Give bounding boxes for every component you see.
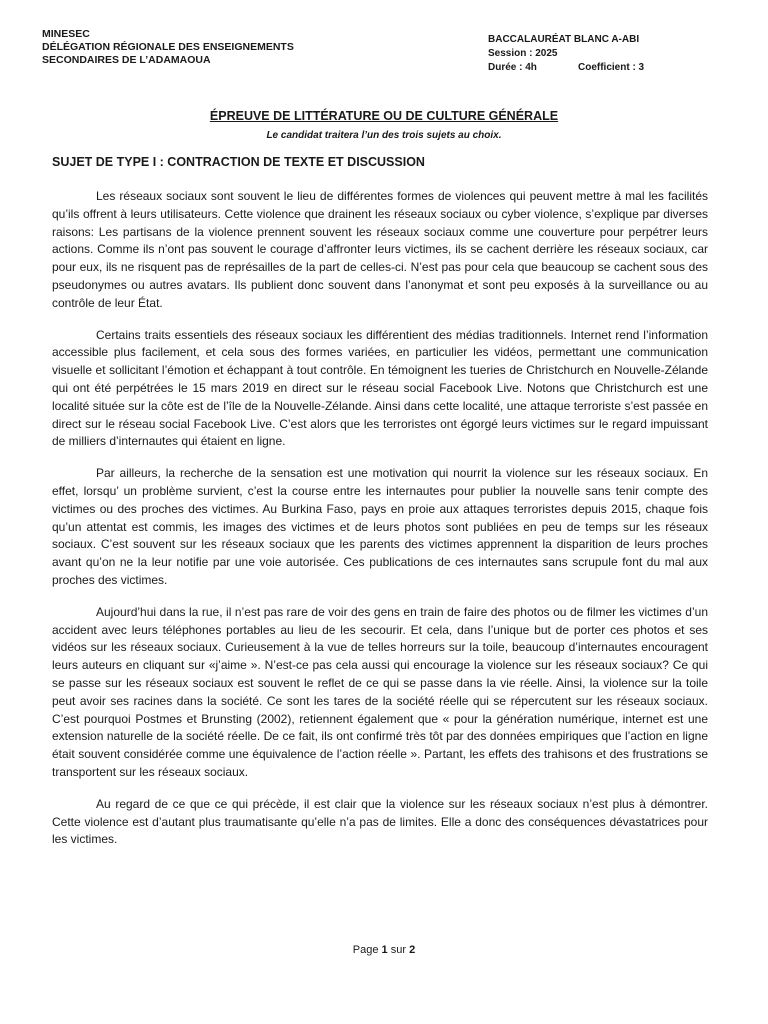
page-prefix: Page xyxy=(352,944,379,956)
issuer-block xyxy=(42,28,294,67)
coefficient-label: Coefficient : 3 xyxy=(578,62,645,73)
instruction-text: Le candidat traitera l’un des trois sujets au choix. xyxy=(266,130,502,141)
paragraph-5: Au regard de ce que ce qui précède, il est clair que la violence sur les réseaux sociaux n’est plus à démontrer. Cette violence est d’autant plus traumatisante qu’elle n’a pas de limites. Elle a donc des conséquences dévastatrices pour les victimes. xyxy=(52,796,708,847)
exam-name: BACCALAURÉAT BLANC A-ABI xyxy=(488,34,640,45)
page-total: 2 xyxy=(409,944,416,956)
duration-coefficient-row xyxy=(488,61,644,75)
ministry-label: MINESEC xyxy=(42,28,90,40)
subject-heading: SUJET DE TYPE I : CONTRACTION DE TEXTE ET DISCUSSION xyxy=(52,155,425,169)
region-label: SECONDAIRES DE L’ADAMAOUA xyxy=(42,54,211,66)
exam-title: ÉPREUVE DE LITTÉRATURE OU DE CULTURE GÉNÉRALE xyxy=(209,109,559,123)
paragraph-2: Certains traits essentiels des réseaux sociaux les différentient des médias traditionnels. Internet rend l’information accessible plus facilement, et cela sous des formes variées, en particulier les vidéos, permettant une communication visuelle et sollicitant l’émotion et échappant à tout contrôle. En témoignent les tueries de Christchurch en Nouvelle-Zélande qui ont été perpétrées le 15 mars 2019 en direct sur le réseau social Facebook Live. Notons que Christchurch est une localité située sur la côte est de l’île de la Nouvelle-Zélande. Ainsi dans cette localité, une attaque terroriste s’est passée en direct sur le réseau social Facebook Live. C’est alors que les terroristes ont égorgé leurs victimes sur le regard impuissant de milliers d’internautes qui étaient en ligne. xyxy=(52,327,708,449)
session-label: Session : 2025 xyxy=(488,48,558,59)
duration-label: Durée : 4h xyxy=(488,62,537,73)
text-body xyxy=(52,188,708,863)
paragraph-4: Aujourd’hui dans la rue, il n’est pas rare de voir des gens en train de faire des photos ou de filmer les victimes d’un accident avec leurs téléphones portables au lieu de les secourir. Et cela, dans l’unique but de porter ces photos et ses vidéos sur les réseaux sociaux. Curieusement à la vue de telles horreurs sur la toile, beaucoup d’internautes encouragent leurs auteurs en cliquant sur «j’aime ». N’est-ce pas cela aussi qui encourage la violence sur les réseaux sociaux? Ce qui se passe sur les réseaux sociaux est souvent le reflet de ce qui se passe dans la vie réelle. Ainsi, la violence sur la toile peut avoir ses racines dans la société. Ce sont les tares de la société réelle qui se répercutent sur les réseaux sociaux. C’est pourquoi Postmes et Brunsting (2002), retiennent également que « pour la génération numérique, internet est une extension naturelle de la société réelle. De ce fait, ils ont confirmé très tôt par des données empiriques que l’action en ligne était souvent considérée comme une équivalence de l’action réelle ». Partant, les effets des trahisons et des frustrations se transportent sur les réseaux sociaux. xyxy=(52,604,708,779)
paragraph-1: Les réseaux sociaux sont souvent le lieu de différentes formes de violences qui peuvent mettre à mal les facilités qu’ils offrent à leurs utilisateurs. Cette violence que drainent les réseaux sociaux ou cyber violence, s’explique par diverses raisons: Les partisans de la violence prennent souvent les réseaux sociaux comme une couverture pour perpétrer leurs actions. Comme ils n’ont pas souvent le courage d’affronter leurs victimes, ils se cachent derrière les réseaux sociaux, car pour eux, ils ne risquent pas de représailles de la part de celles-ci. N’est pas pour cela que beaucoup se cachent sous des pseudonymes ou autres avatars. Ils publient donc souvent dans l’anonymat et sont peu exposés à la surveillance ou au contrôle de leur État. xyxy=(52,189,708,310)
paragraph-3: Par ailleurs, la recherche de la sensation est une motivation qui nourrit la violence sur les réseaux sociaux. En effet, lorsqu’ un problème survient, c’est la course entre les internautes pour publier la nouvelle sans tenir compte des victimes ou des proches des victimes. Au Burkina Faso, pays en proie aux attaques terroristes depuis 2015, chaque fois qu’un attentat est commis, les images des victimes et de leurs photos sont publiées en peu de temps sur les réseaux sociaux. C’est souvent sur les réseaux sociaux que les parents des victimes apprennent la disparition de leurs proches avant qu’on ne la leur notifie par une voie autorisée. Ces publications de ces internautes sans scrupule font du mal aux proches des victimes. xyxy=(52,466,708,587)
page-current: 1 xyxy=(381,944,388,956)
exam-info-block xyxy=(488,33,644,75)
page-number xyxy=(0,944,768,956)
page-sep: sur xyxy=(390,944,407,956)
delegation-label: DÉLÉGATION RÉGIONALE DES ENSEIGNEMENTS xyxy=(42,41,294,53)
